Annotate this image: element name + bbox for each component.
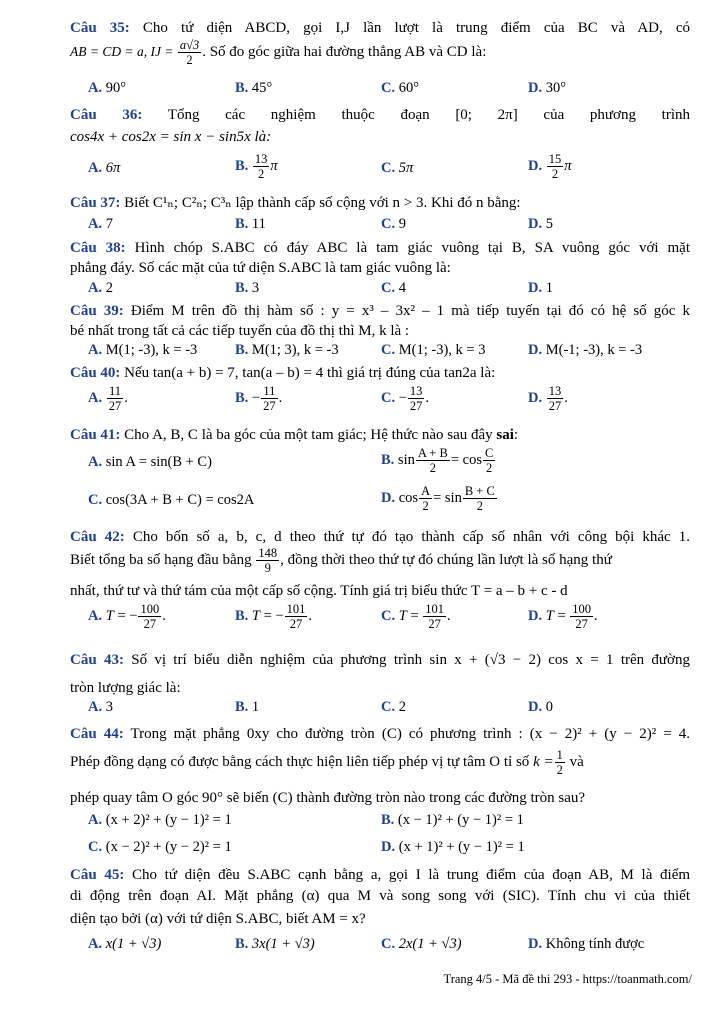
q37-label: Câu 37: (70, 195, 121, 211)
q45-line2: di động trên đoạn AI. Mặt phẳng (α) qua M và song song với (SIC). Tính chu vi của thiết (70, 888, 690, 904)
q35-label: Câu 35: (70, 20, 130, 36)
q42-option-c[interactable]: C. T = $\frac{101}{27}$ . (381, 602, 451, 631)
q35-line2 (70, 38, 690, 72)
q42-label: Câu 42: (70, 529, 125, 545)
q35-option-b[interactable]: B. 45° (235, 80, 273, 96)
q35-option-d[interactable]: D. 30° (528, 80, 567, 96)
q45-line3: diện tạo bởi (α) với tứ diện S.ABC, biết AM = x? (70, 911, 366, 927)
q41-emphasis: sai (496, 427, 514, 443)
q40-label: Câu 40: (70, 365, 121, 381)
q39-option-c[interactable]: C. M(1; -3), k = 3 (381, 342, 486, 358)
q39-option-a[interactable]: A. M(1; -3), k = -3 (88, 342, 198, 358)
q45-option-c[interactable]: C. 2x(1 + √3) (381, 936, 462, 952)
q42-option-b[interactable]: B. T = − $\frac{101}{27}$ . (235, 602, 312, 631)
q44-option-b[interactable]: B. (x − 1)² + (y − 1)² = 1 (381, 812, 524, 828)
q41-options-row1 (88, 446, 688, 482)
q44-option-a[interactable]: A. (x + 2)² + (y − 1)² = 1 (88, 812, 232, 828)
q44-option-c[interactable]: C. (x − 2)² + (y − 2)² = 1 (88, 839, 232, 855)
q41-options-row2 (88, 484, 688, 520)
q43-line2: tròn lượng giác là: (70, 680, 181, 696)
q43-text: Số vị trí biểu diễn nghiệm của phương trình sin x + (√3 − 2) cos x = 1 trên đường (131, 652, 690, 668)
q42-options (88, 602, 688, 638)
q37-options (88, 216, 688, 240)
q38-text: Hình chóp S.ABC có đáy ABC là tam giác vuông tại B, SA vuông góc với mặt (134, 240, 691, 256)
q38-label: Câu 38: (70, 240, 126, 256)
q40-option-d[interactable]: D. $\frac{13}{27}$ . (528, 384, 568, 413)
q36-option-c[interactable]: C. 5π (381, 160, 414, 176)
q43-option-d[interactable]: D. 0 (528, 699, 553, 715)
q39-option-b[interactable]: B. M(1; 3), k = -3 (235, 342, 339, 358)
q44-options-row1 (88, 812, 688, 836)
q40-line1 (70, 363, 690, 384)
q43-option-c[interactable]: C. 2 (381, 699, 406, 715)
q36-line1 (70, 105, 690, 126)
q39-line1 (70, 301, 690, 322)
q40-option-b[interactable]: B. − $\frac{11}{27}$ . (235, 384, 283, 413)
q42-line3: nhất, thứ tư và thứ tám của một cấp số cộng. Tính giá trị biểu thức T = a – b + c - d (70, 583, 568, 599)
q39-line2 (70, 321, 690, 342)
q40-text: Nếu tan(a + b) = 7, tan(a – b) = 4 thì giá trị đúng của tan2a là: (124, 365, 496, 381)
q36-label: Câu 36: (70, 107, 143, 123)
q41-option-a[interactable]: A. sin A = sin(B + C) (88, 454, 212, 470)
q38-line2 (70, 258, 690, 279)
q39-text2: bé nhất trong tất cả các tiếp tuyến của đồ thị thì M, k là : (70, 323, 410, 339)
q37-option-b[interactable]: B. 11 (235, 216, 266, 232)
q41-option-b[interactable]: B. sin $\frac{A + B}{2}$ = cos $\frac{C}{2}$ (381, 446, 494, 475)
q45-label: Câu 45: (70, 867, 125, 883)
q40-option-c[interactable]: C. − $\frac{13}{27}$ . (381, 384, 430, 413)
q43-line1 (70, 650, 690, 671)
q36-option-b[interactable]: B. $\frac{13}{2}$ π (235, 152, 278, 181)
q39-label: Câu 39: (70, 303, 124, 319)
q36-option-d[interactable]: D. $\frac{15}{2}$ π (528, 152, 572, 181)
q42-line1 (70, 527, 690, 548)
q44-line1 (70, 724, 690, 745)
q42-line2: Biết tổng ba số hạng đầu bằng $\frac{148}{9}$ , đồng thời theo thứ tự đó chúng lần lượt là số hạng thứ (70, 546, 612, 575)
q37-line1 (70, 193, 690, 214)
q45-text1: Cho tứ diện đều S.ABC cạnh bằng a, gọi I là trung điểm của đoạn AB, M là điểm (132, 867, 691, 883)
q35-option-a[interactable]: A. 90° (88, 80, 127, 96)
q45-options (88, 936, 688, 960)
q42-option-a[interactable]: A. T = − $\frac{100}{27}$ . (88, 602, 166, 631)
q41-line1: Câu 41: Cho A, B, C là ba góc của một tam giác; Hệ thức nào sau đây sai: (70, 427, 519, 443)
q37-option-d[interactable]: D. 5 (528, 216, 553, 232)
q44-options-row2 (88, 839, 688, 863)
q42-text1: Cho bốn số a, b, c, d theo thứ tự đó tạo thành cấp số nhân với công bội khác 1. (132, 529, 691, 545)
q38-text2: phẳng đáy. Số các mặt của tứ diện S.ABC là tam giác vuông là: (70, 260, 451, 276)
page-footer: Trang 4/5 - Mã đề thi 293 - https://toanmath.com/ (443, 972, 692, 986)
q37-text: Biết C¹ₙ; C²ₙ; C³ₙ lập thành cấp số cộng với n > 3. Khi đó n bằng: (124, 195, 521, 211)
q43-options (88, 699, 688, 723)
q36-options (88, 152, 688, 188)
q38-option-b[interactable]: B. 3 (235, 280, 260, 296)
q42-fraction: $\frac{148}{9}$ (258, 546, 278, 575)
q37-option-a[interactable]: A. 7 (88, 216, 113, 232)
q45-option-d[interactable]: D. Không tính được (528, 936, 645, 952)
q36-equation: cos4x + cos2x = sin x − sin5x là: (70, 129, 272, 145)
q44-option-d[interactable]: D. (x + 1)² + (y − 1)² = 1 (381, 839, 525, 855)
q38-option-c[interactable]: C. 4 (381, 280, 406, 296)
q38-line1 (70, 238, 690, 259)
q35-fraction: $\frac{a√3}{2}$ (179, 38, 200, 67)
q44-line2: Phép đồng dạng có được bằng cách thực hiện liên tiếp phép vị tự tâm O tỉ số k = $\frac{1}{2}$ và (70, 748, 584, 777)
q38-option-d[interactable]: D. 1 (528, 280, 553, 296)
q44-text1: Trong mặt phẳng 0xy cho đường tròn (C) có phương trình : (x − 2)² + (y − 2)² = 4. (130, 726, 690, 742)
q44-fraction: $\frac{1}{2}$ (556, 748, 563, 777)
q42-option-d[interactable]: D. T = $\frac{100}{27}$ . (528, 602, 598, 631)
q41-option-c[interactable]: C. cos(3A + B + C) = cos2A (88, 492, 255, 508)
q43-option-b[interactable]: B. 1 (235, 699, 260, 715)
q36-line2 (70, 127, 690, 148)
q44-label: Câu 44: (70, 726, 124, 742)
q35-text: Cho tứ diện ABCD, gọi I,J lần lượt là trung điểm của BC và AD, có (142, 20, 691, 36)
q45-option-b[interactable]: B. 3x(1 + √3) (235, 936, 315, 952)
q40-options (88, 384, 688, 420)
q37-option-c[interactable]: C. 9 (381, 216, 406, 232)
q36-text: Tổng các nghiệm thuộc đoạn [0; 2π] của phương trình (167, 107, 690, 123)
q39-option-d[interactable]: D. M(-1; -3), k = -3 (528, 342, 643, 358)
q44-line3: phép quay tâm O góc 90° sẽ biến (C) thành đường tròn nào trong các đường tròn sau? (70, 790, 586, 806)
q43-option-a[interactable]: A. 3 (88, 699, 113, 715)
q35-text2: . Số đo góc giữa hai đường thẳng AB và CD là: (202, 43, 487, 60)
q41-option-d[interactable]: D. cos $\frac{A}{2}$ = sin $\frac{B + C}{2}$ (381, 484, 495, 513)
q41-label: Câu 41: (70, 427, 121, 443)
q38-option-a[interactable]: A. 2 (88, 280, 113, 296)
q35-formula: AB = CD = a, IJ = (70, 43, 177, 59)
q43-label: Câu 43: (70, 652, 124, 668)
q35-line1 (70, 18, 690, 39)
q40-option-a[interactable]: A. $\frac{11}{27}$ . (88, 384, 128, 413)
q45-line1 (70, 865, 690, 886)
q35-option-c[interactable]: C. 60° (381, 80, 420, 96)
q36-option-a[interactable]: A. 6π (88, 160, 121, 176)
q35-options (88, 80, 688, 104)
q41-text: Cho A, B, C là ba góc của một tam giác; Hệ thức nào sau đây (124, 427, 493, 443)
q39-text: Điểm M trên đồ thị hàm số : y = x³ – 3x² – 1 mà tiếp tuyến tại đó có hệ số góc k (130, 303, 690, 319)
q45-option-a[interactable]: A. x(1 + √3) (88, 936, 162, 952)
